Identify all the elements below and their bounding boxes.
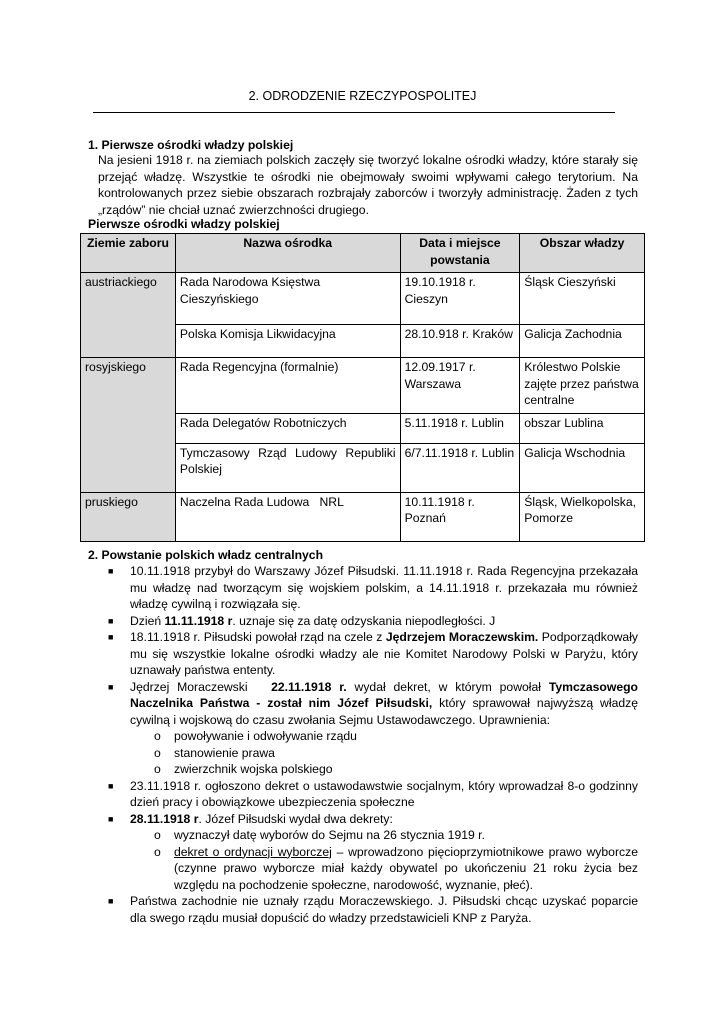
list-item-bold: 11.11.1918 r [164, 613, 233, 628]
sublist-item [130, 827, 638, 844]
data-cell: 12.09.1917 r. Warszawa [400, 358, 520, 414]
bullet-icon: ■ [108, 566, 114, 576]
table-caption: Pierwsze ośrodki władzy polskiej [88, 217, 280, 231]
sublist-item-text: wyznaczył datę wyborów do Sejmu na 26 stycznia 1919 r. [174, 828, 485, 842]
list-item-text: . uznaje się za datę odzyskania niepodległości. J [232, 613, 496, 628]
section1-paragraph: Na jesieni 1918 r. na ziemiach polskich zaczęły się tworzyć lokalne ośrodki władzy, które starały się przejąć władzę. Wszystkie te ośrodki nie obejmowały swoimi wpływami całego terytorium. Na kontrolowanych przez siebie obszarach rozbrajały zaborców i tworzyły administrację. Żaden z tych „rządów” nie chciał uznać zwierzchności drugiego. [98, 153, 638, 217]
list-item-bold: Tymczasowego Naczelnika Państwa - został nim Józef Piłsudski, [130, 679, 638, 710]
sublist-item-underlined: dekret o ordynacji wyborczej [174, 844, 332, 859]
bullet-icon: ■ [108, 632, 114, 642]
table-row [81, 273, 645, 325]
circle-bullet-icon: o [154, 729, 161, 743]
sublist-item [130, 761, 638, 778]
list-item [88, 629, 638, 679]
sublist-item [130, 745, 638, 762]
table-header-row [81, 234, 645, 273]
obszar-cell: Śląsk, Wielkopolska, Pomorze [520, 492, 645, 541]
bullet-icon: ■ [108, 896, 114, 906]
list-item-text: Dzień [130, 613, 165, 628]
nazwa-cell: Tymczasowy Rząd Ludowy Republiki Polskiej [175, 443, 400, 492]
page-title: 2. ODRODZENIE RZECZYPOSPOLITEJ [248, 89, 477, 103]
zabor-cell: rosyjskiego [81, 358, 176, 493]
obszar-cell: Galicja Zachodnia [520, 325, 645, 358]
list-item-text: wydał dekret, w którym powołał [346, 679, 549, 694]
data-cell: 6/7.11.1918 r. Lublin [400, 443, 520, 492]
obszar-cell: Królestwo Polskie zajęte przez państwa centralne [520, 358, 645, 414]
nazwa-cell: Polska Komisja Likwidacyjna [175, 325, 400, 358]
list-item-text: 10.11.1918 przybył do Warszawy Józef Piłsudski. 11.11.1918 r. Rada Regencyjna przekazała mu władzę nad tworzącym się wojskiem polskim, a 14.11.1918 r. przekazała mu również władzę cywilną i rozwiązała się. [130, 564, 638, 611]
section2-list [88, 563, 638, 926]
list-item-text: Podporządkowały mu się wszystkie lokalne ośrodki władzy ale nie Komitet Narodowy Polski w Paryżu, który uznawały państwa ententy. [130, 630, 638, 677]
sublist [130, 728, 638, 778]
data-cell: 5.11.1918 r. Lublin [400, 413, 520, 443]
sublist-item [130, 728, 638, 745]
list-item-text: . Józef Piłsudski wydał dwa dekrety: [198, 811, 393, 826]
header-zabor: Ziemie zaboru [81, 234, 176, 273]
circle-bullet-icon: o [154, 745, 161, 760]
list-item [88, 613, 638, 630]
sublist-item [130, 844, 638, 894]
bullet-icon: ■ [108, 780, 114, 791]
circle-bullet-icon: o [154, 762, 161, 776]
section2-heading: 2. Powstanie polskich władz centralnych [88, 548, 324, 562]
sublist-item-text: stanowienie prawa [174, 745, 275, 760]
list-item [88, 679, 638, 778]
list-item-text: 18.11.1918 r. Piłsudski powołał rząd na czele z [130, 630, 386, 644]
sublist-item-text: zwierzchnik wojska polskiego [174, 762, 333, 776]
table-row [81, 492, 645, 541]
data-cell: 10.11.1918 r. Poznań [400, 492, 520, 541]
data-cell: 28.10.918 r. Kraków [400, 325, 520, 358]
obszar-cell: Śląsk Cieszyński [520, 273, 645, 325]
list-item-text: Jędrzej Moraczewski [130, 679, 272, 694]
list-item-bold: Jędrzejem Moraczewskim. [385, 630, 539, 644]
centers-table [80, 233, 645, 542]
list-item [88, 563, 638, 613]
bullet-icon: ■ [108, 813, 114, 824]
table-row [81, 358, 645, 414]
header-nazwa: Nazwa ośrodka [175, 234, 400, 273]
nazwa-cell: Rada Narodowa Księstwa Cieszyńskiego [175, 273, 400, 325]
list-item [88, 811, 638, 894]
list-item-text: który sprawował najwyższą władzę cywilną i wojskową do czasu zwołania Sejmu Ustawodawczego. Uprawnienia: [130, 696, 638, 727]
nazwa-cell: Rada Regencyjna (formalnie) [175, 358, 400, 414]
zabor-cell: pruskiego [81, 492, 176, 541]
header-obszar: Obszar władzy [520, 234, 645, 273]
list-item [88, 778, 638, 811]
list-item-text: Państwa zachodnie nie uznały rządu Moraczewskiego. J. Piłsudski chcąc uzyskać poparcie dla swego rządu musiał dopuścić do władzy przedstawicieli KNP z Paryża. [130, 894, 638, 925]
zabor-cell: austriackiego [81, 273, 176, 358]
circle-bullet-icon: o [154, 844, 161, 859]
list-item-bold: 22.11.1918 r. [271, 679, 347, 694]
obszar-cell: Galicja Wschodnia [520, 443, 645, 492]
bullet-icon: ■ [108, 615, 114, 626]
sublist-item-text: powoływanie i odwoływanie rządu [174, 729, 357, 743]
nazwa-cell: Rada Delegatów Robotniczych [175, 413, 400, 443]
nazwa-cell: Naczelna Rada Ludowa NRL [175, 492, 400, 541]
header-data: Data i miejsce powstania [400, 234, 520, 273]
sublist [130, 827, 638, 893]
list-item [88, 893, 638, 926]
title-underline [93, 112, 615, 113]
section1-heading: 1. Pierwsze ośrodki władzy polskiej [88, 138, 294, 152]
list-item-bold: 28.11.1918 r [130, 811, 199, 826]
bullet-icon: ■ [108, 681, 114, 692]
list-item-text: 23.11.1918 r. ogłoszono dekret o ustawodawstwie socjalnym, który wprowadzał 8-o godzinny dzień pracy i obowiązkowe ubezpieczenia społeczne [130, 778, 638, 809]
data-cell: 19.10.1918 r. Cieszyn [400, 273, 520, 325]
obszar-cell: obszar Lublina [520, 413, 645, 443]
circle-bullet-icon: o [154, 828, 161, 842]
sublist-item-text: – wprowadzono pięcioprzymiotnikowe prawo wyborcze (czynne prawo wyborcze miał każdy obywatel po ukończeniu 21 roku życia bez względu na pochodzenie społeczne, narodowość, wyznanie, płeć). [174, 844, 638, 892]
